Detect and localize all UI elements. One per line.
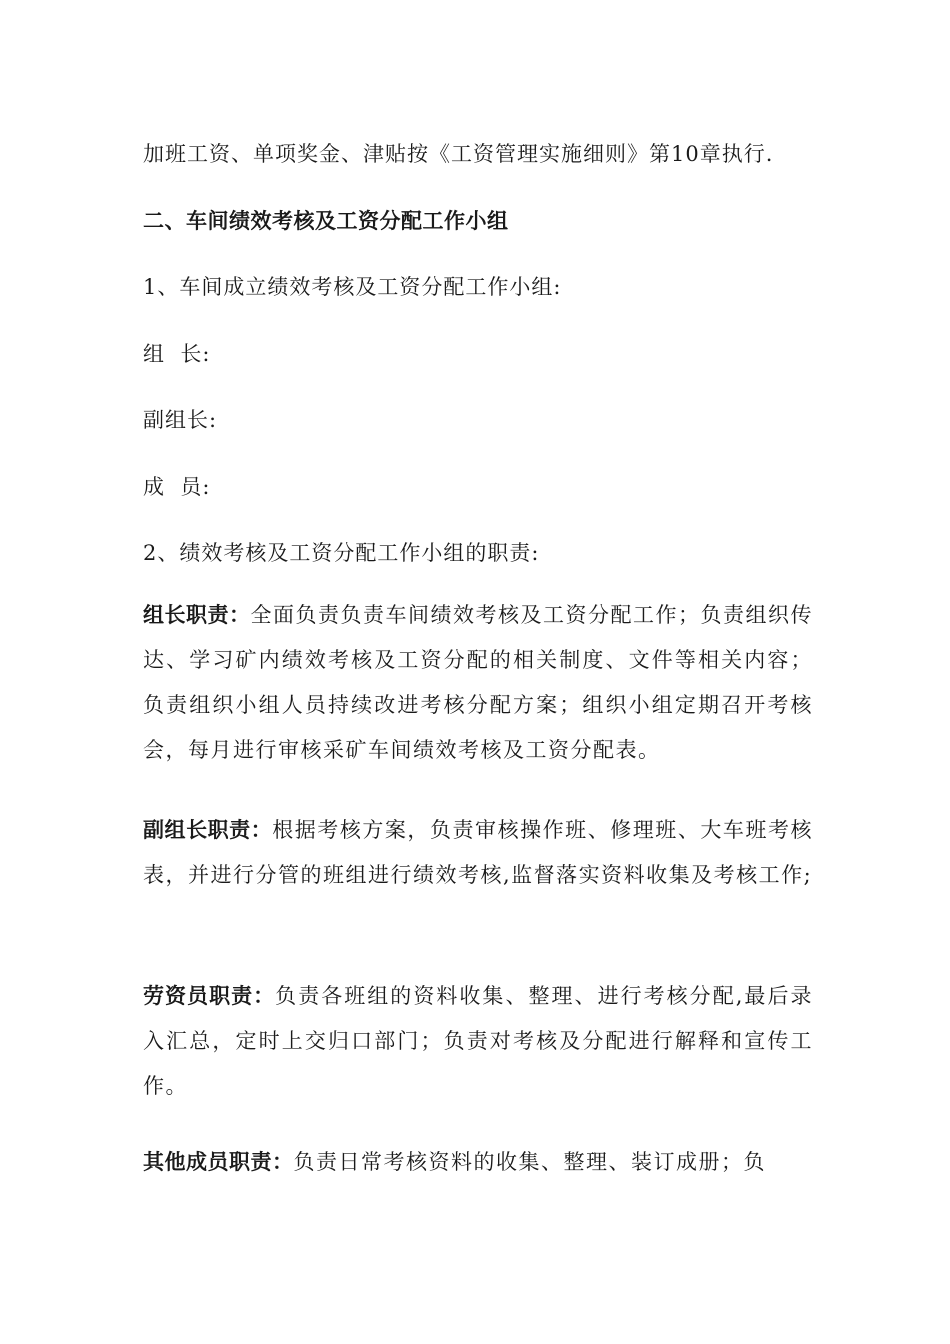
- duty-lead: 其他成员职责：: [143, 1150, 294, 1174]
- section-heading: 二、车间绩效考核及工资分配工作小组: [143, 209, 509, 233]
- duty-paragraph-leader: [143, 593, 813, 773]
- members-label: 成 员:: [143, 475, 211, 499]
- leader-label: 组 长:: [143, 342, 211, 366]
- duty-paragraph-deputy: [143, 808, 813, 898]
- duty-text: 负责日常考核资料的收集、整理、装订成册；负: [293, 1150, 766, 1174]
- duty-text: 根据考核方案，负责审核操作班、修理班、大车班考核表，并进行分管的班组进行绩效考核,监督落实资料收集及考核工作;: [143, 818, 814, 887]
- duty-lead: 劳资员职责：: [143, 984, 276, 1008]
- duty-text: 负责各班组的资料收集、整理、进行考核分配,最后录入汇总，定时上交归口部门；负责对考核及分配进行解释和宣传工作。: [143, 984, 813, 1098]
- item-2: 2、绩效考核及工资分配工作小组的职责:: [143, 541, 540, 565]
- duty-paragraph-labor: [143, 974, 813, 1109]
- duty-paragraph-others: [143, 1140, 813, 1185]
- item-1: 1、车间成立绩效考核及工资分配工作小组:: [143, 275, 562, 299]
- duty-text: 全面负责负责车间绩效考核及工资分配工作；负责组织传达、学习矿内绩效考核及工资分配的相关制度、文件等相关内容；负责组织小组人员持续改进考核分配方案；组织小组定期召开考核会，每月进行审核采矿车间绩效考核及工资分配表。: [143, 603, 813, 762]
- duty-lead: 组长职责：: [143, 603, 251, 627]
- intro-line: 加班工资、单项奖金、津贴按《工资管理实施细则》第10章执行.: [143, 142, 774, 166]
- duty-lead: 副组长职责：: [143, 818, 273, 842]
- deputy-leader-label: 副组长:: [143, 408, 218, 432]
